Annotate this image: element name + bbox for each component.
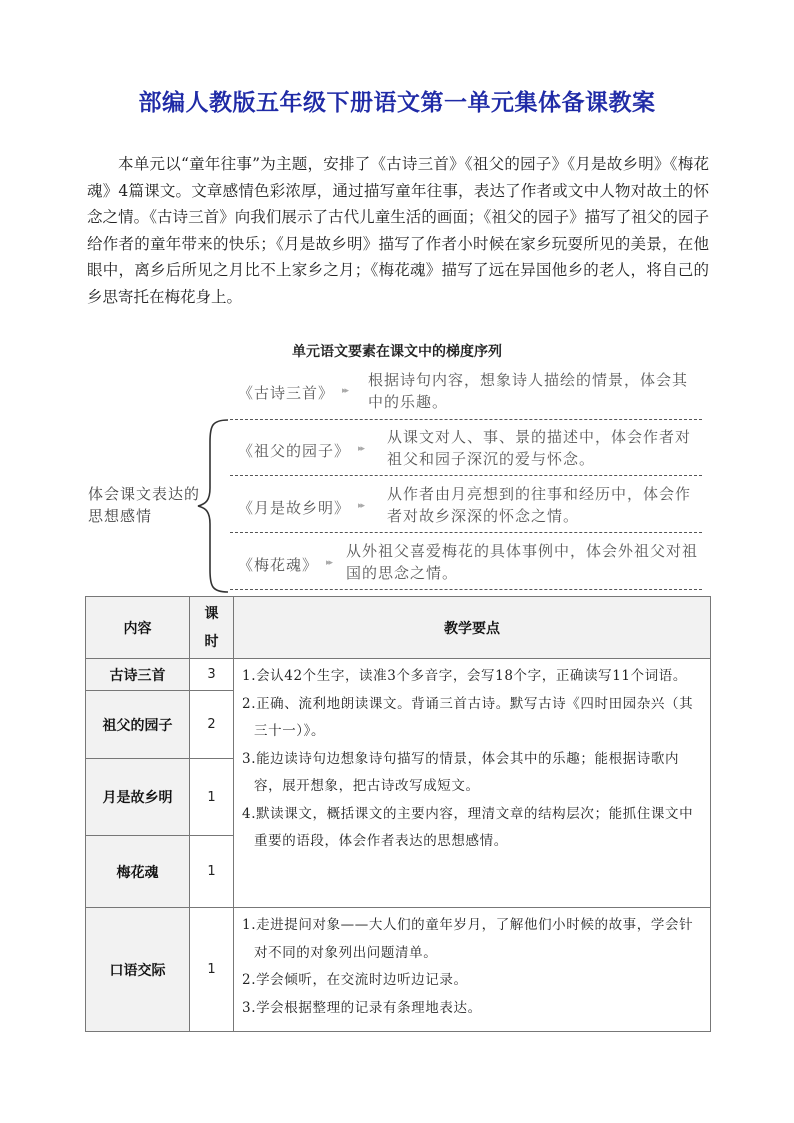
row-hours: 1 xyxy=(190,759,234,836)
row-hours: 1 xyxy=(190,908,234,1032)
oral-teaching-points xyxy=(234,908,711,1032)
row-content: 口语交际 xyxy=(86,908,190,1032)
teaching-point: 3.能边读诗句边想象诗句描写的情景，体会其中的乐趣；能根据诗歌内容，展开想象，把古诗改写成短文。 xyxy=(242,750,680,794)
dashed-divider xyxy=(230,419,702,420)
diagram-row-lesson: 《古诗三首》 xyxy=(238,384,335,402)
lesson-plan-table xyxy=(85,596,711,1032)
document-title: 部编人教版五年级下册语文第一单元集体备课教案 xyxy=(138,90,656,116)
diagram-row-desc: 从外祖父喜爱梅花的具体事例中，体会外祖父对祖国的思念之情。 xyxy=(346,542,699,582)
diagram-row-desc: 从作者由月亮想到的往事和经历中，体会作者对故乡深深的怀念之情。 xyxy=(387,485,692,525)
row-hours: 3 xyxy=(190,659,234,691)
header-teaching-points: 教学要点 xyxy=(234,597,711,659)
teaching-point: 2.正确、流利地朗读课文。背诵三首古诗。默写古诗《四时田园杂兴（其三十一）》。 xyxy=(242,695,694,739)
teaching-point: 1.走进提问对象——大人们的童年岁月，了解他们小时候的故事，学会针对不同的对象列出问题清单。 xyxy=(242,917,694,961)
double-arrow-icon: ▸▸ xyxy=(326,558,332,568)
diagram-row-desc: 从课文对人、事、景的描述中，体会作者对祖父和园子深沉的爱与怀念。 xyxy=(387,428,692,468)
teaching-point: 2.学会倾听，在交流时边听边记录。 xyxy=(242,972,468,988)
diagram-title: 单元语文要素在课文中的梯度序列 xyxy=(292,344,502,360)
diagram-row-desc: 根据诗句内容，想象诗人描绘的情景，体会其中的乐趣。 xyxy=(368,371,689,411)
table-row xyxy=(86,659,711,691)
row-content: 月是故乡明 xyxy=(86,759,190,836)
diagram-left-label: 体会课文表达的思想感情 xyxy=(88,485,201,525)
diagram-row-3 xyxy=(230,481,702,533)
header-hours: 课时 xyxy=(190,597,234,659)
diagram-row-1 xyxy=(230,368,702,420)
row-content: 祖父的园子 xyxy=(86,691,190,759)
dashed-divider xyxy=(230,589,702,590)
row-content: 古诗三首 xyxy=(86,659,190,691)
teaching-point: 3.学会根据整理的记录有条理地表达。 xyxy=(242,999,482,1016)
diagram-row-lesson: 《祖父的园子》 xyxy=(238,442,351,460)
table-row xyxy=(86,908,711,1032)
dashed-divider xyxy=(230,532,702,533)
row-hours: 2 xyxy=(190,691,234,759)
teaching-point: 4.默读课文，概括课文的主要内容，理清文章的结构层次；能抓住课文中重要的语段，体会作者表达的思想感情。 xyxy=(242,805,694,849)
curly-brace-icon xyxy=(196,418,232,594)
diagram-row-lesson: 《月是故乡明》 xyxy=(238,499,351,517)
diagram-row-4 xyxy=(230,538,702,590)
teaching-point: 1.会认42个生字，读准3个多音字，会写18个字，正确读写11个词语。 xyxy=(242,668,688,684)
row-hours: 1 xyxy=(190,836,234,908)
row-content: 梅花魂 xyxy=(86,836,190,908)
reading-teaching-points xyxy=(234,659,711,908)
diagram-row-2 xyxy=(230,424,702,476)
diagram-row-lesson: 《梅花魂》 xyxy=(238,556,319,574)
double-arrow-icon: ▸▸ xyxy=(358,501,364,511)
table-header-row xyxy=(86,597,711,659)
double-arrow-icon: ▸▸ xyxy=(342,386,348,396)
dashed-divider xyxy=(230,475,702,476)
double-arrow-icon: ▸▸ xyxy=(358,444,364,454)
intro-paragraph: 本单元以“童年往事”为主题，安排了《古诗三首》《祖父的园子》《月是故乡明》《梅花魂》4篇课文。文章感情色彩浓厚，通过描写童年往事，表达了作者或文中人物对故土的怀念之情。《古诗三首》向我们展示了古代儿童生活的画面；《祖父的园子》描写了祖父的园子给作者的童年带来的快乐；《月是故乡明》描写了作者小时候在家乡玩耍所见的美景，在他眼中，离乡后所见之月比不上家乡之月；《梅花魂》描写了远在异国他乡的老人，将自己的乡思寄托在梅花身上。 xyxy=(87,155,709,306)
header-content: 内容 xyxy=(86,597,190,659)
